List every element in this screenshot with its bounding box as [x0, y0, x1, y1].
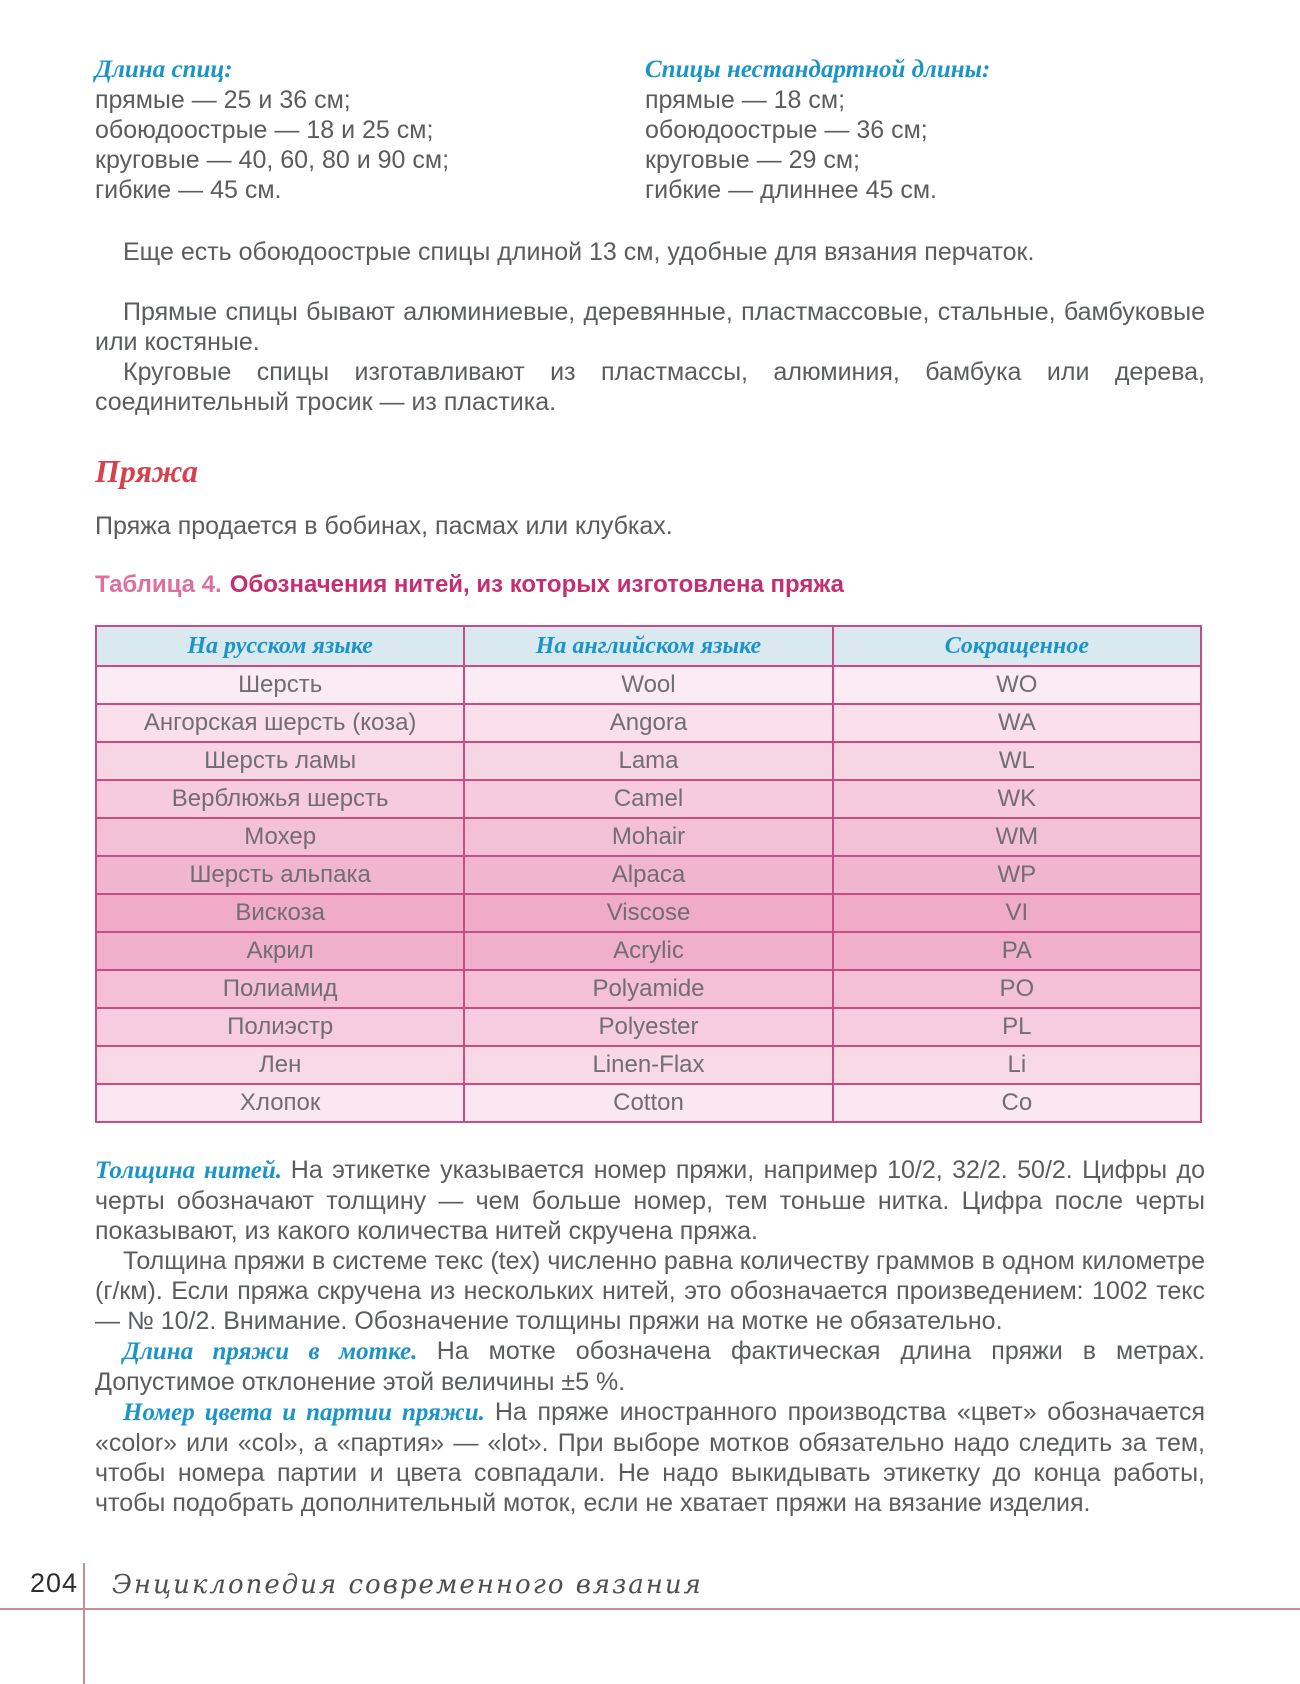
- table-cell: Полиэстр: [96, 1008, 464, 1046]
- table-cell: PL: [833, 1008, 1201, 1046]
- table-cell: WM: [833, 818, 1201, 856]
- table-cell: Cotton: [464, 1084, 832, 1122]
- table-row: [96, 742, 1201, 780]
- yarn-details-section: [95, 1155, 1205, 1518]
- footer-book-title: Энциклопедия современного вязания: [112, 1570, 703, 1600]
- table-row: [96, 780, 1201, 818]
- needle-length-item: прямые — 18 см;: [645, 86, 846, 114]
- yarn-section-heading: Пряжа: [95, 453, 198, 489]
- table-row: [96, 894, 1201, 932]
- table-cell: Верблюжья шерсть: [96, 780, 464, 818]
- table-header-english: На английском языке: [464, 626, 832, 666]
- table-cell: Ангорская шерсть (коза): [96, 704, 464, 742]
- table-cell: Полиамид: [96, 970, 464, 1008]
- table-cell: PA: [833, 932, 1201, 970]
- table-cell: Хлопок: [96, 1084, 464, 1122]
- table-cell: Мохер: [96, 818, 464, 856]
- detail-paragraph: Толщина нитей. На этикетке указывается номер пряжи, например 10/2, 32/2. 50/2. Цифры до черты обозначают толщину — чем больше номер, тем тоньше нитка. Цифра после черты показывают, из какого количества нитей скручена пряжа.: [95, 1156, 1205, 1245]
- table-caption: [95, 571, 1205, 599]
- table-cell: Camel: [464, 780, 832, 818]
- paragraph-circular-needle-materials: Круговые спицы изготавливают из пластмассы, алюминия, бамбука или дерева, соединительный тросик — из пластика.: [95, 358, 1205, 416]
- detail-lead: Толщина нитей.: [95, 1157, 291, 1184]
- table-cell: Лен: [96, 1046, 464, 1084]
- detail-paragraph: Номер цвета и партии пряжи. На пряже иностранного производства «цвет» обозначается «color» или «col», а «партия» — «lot». При выборе мотков обязательно надо следить за тем, чтобы номера партии и цвета совпадали. Не надо выкидывать этикетку до конца работы, чтобы подобрать дополнительный моток, если не хватает пряжи на вязание изделия.: [95, 1398, 1205, 1517]
- needle-lengths-standard-column: [95, 55, 645, 205]
- footer-horizontal-rule: [0, 1608, 1300, 1610]
- table-body: [96, 666, 1201, 1122]
- table-cell: Шерсть ламы: [96, 742, 464, 780]
- table-cell: Вискоза: [96, 894, 464, 932]
- table-cell: Li: [833, 1046, 1201, 1084]
- needle-lengths-nonstandard-column: [645, 55, 1205, 205]
- table-cell: Шерсть: [96, 666, 464, 704]
- table-cell: Wool: [464, 666, 832, 704]
- table-cell: Angora: [464, 704, 832, 742]
- needle-length-item: гибкие — 45 см.: [95, 176, 282, 204]
- table-cell: PO: [833, 970, 1201, 1008]
- needle-length-item: круговые — 40, 60, 80 и 90 см;: [95, 146, 450, 174]
- table-header-abbreviation: Сокращенное: [833, 626, 1201, 666]
- table-row: [96, 1084, 1201, 1122]
- page-content: [95, 55, 1205, 1518]
- detail-lead: Номер цвета и партии пряжи.: [123, 1399, 495, 1426]
- table-cell: Viscose: [464, 894, 832, 932]
- table-row: [96, 1008, 1201, 1046]
- needle-length-item: обоюдоострые — 18 и 25 см;: [95, 116, 434, 144]
- needle-length-item: гибкие — длиннее 45 см.: [645, 176, 937, 204]
- table-header-russian: На русском языке: [96, 626, 464, 666]
- yarn-fiber-table: [95, 625, 1202, 1123]
- nonstandard-lengths-heading: Спицы нестандартной длины:: [645, 56, 991, 83]
- paragraph-straight-needle-materials: Прямые спицы бывают алюминиевые, деревянные, пластмассовые, стальные, бамбуковые или костяные.: [95, 298, 1205, 356]
- yarn-intro-paragraph: Пряжа продается в бобинах, пасмах или клубках.: [95, 512, 673, 540]
- table-cell: WP: [833, 856, 1201, 894]
- table-row: [96, 856, 1201, 894]
- table-row: [96, 704, 1201, 742]
- footer-vertical-rule: [83, 1563, 85, 1684]
- table-cell: Acrylic: [464, 932, 832, 970]
- table-cell: WL: [833, 742, 1201, 780]
- table-header-row: [96, 626, 1201, 666]
- table-cell: Шерсть альпака: [96, 856, 464, 894]
- table-row: [96, 818, 1201, 856]
- page-number: 204: [30, 1568, 79, 1598]
- standard-lengths-list: [95, 85, 645, 205]
- needle-lengths-section: [95, 55, 1205, 205]
- detail-paragraph: Длина пряжи в мотке. На мотке обозначена фактическая длина пряжи в метрах. Допустимое отклонение этой величины ±5 %.: [95, 1337, 1205, 1396]
- table-cell: Polyamide: [464, 970, 832, 1008]
- table-cell: WO: [833, 666, 1201, 704]
- table-row: [96, 666, 1201, 704]
- table-cell: Co: [833, 1084, 1201, 1122]
- table-cell: WA: [833, 704, 1201, 742]
- table-cell: Lama: [464, 742, 832, 780]
- table-row: [96, 932, 1201, 970]
- table-cell: WK: [833, 780, 1201, 818]
- table-caption-label: Таблица 4.: [95, 571, 222, 598]
- table-caption-title: Обозначения нитей, из которых изготовлена пряжа: [229, 571, 845, 598]
- table-cell: VI: [833, 894, 1201, 932]
- table-row: [96, 1046, 1201, 1084]
- needle-length-item: прямые — 25 и 36 см;: [95, 86, 351, 114]
- table-row: [96, 970, 1201, 1008]
- table-cell: Mohair: [464, 818, 832, 856]
- nonstandard-lengths-list: [645, 85, 1205, 205]
- paragraph-dpn-gloves: Еще есть обоюдоострые спицы длиной 13 см, удобные для вязания перчаток.: [123, 238, 1035, 266]
- needle-length-item: обоюдоострые — 36 см;: [645, 116, 928, 144]
- needle-length-item: круговые — 29 см;: [645, 146, 860, 174]
- table-cell: Polyester: [464, 1008, 832, 1046]
- table-cell: Linen-Flax: [464, 1046, 832, 1084]
- table-cell: Акрил: [96, 932, 464, 970]
- table-cell: Alpaca: [464, 856, 832, 894]
- detail-lead: Длина пряжи в мотке.: [123, 1338, 437, 1365]
- detail-paragraph: Толщина пряжи в системе текс (tex) численно равна количеству граммов в одном километре (г/км). Если пряжа скручена из нескольких нитей, это обозначается произведением: 1002 текс — № 10/2. Внимание. Обозначение толщины пряжи на мотке не обязательно.: [95, 1247, 1205, 1335]
- standard-lengths-heading: Длина спиц:: [95, 56, 233, 83]
